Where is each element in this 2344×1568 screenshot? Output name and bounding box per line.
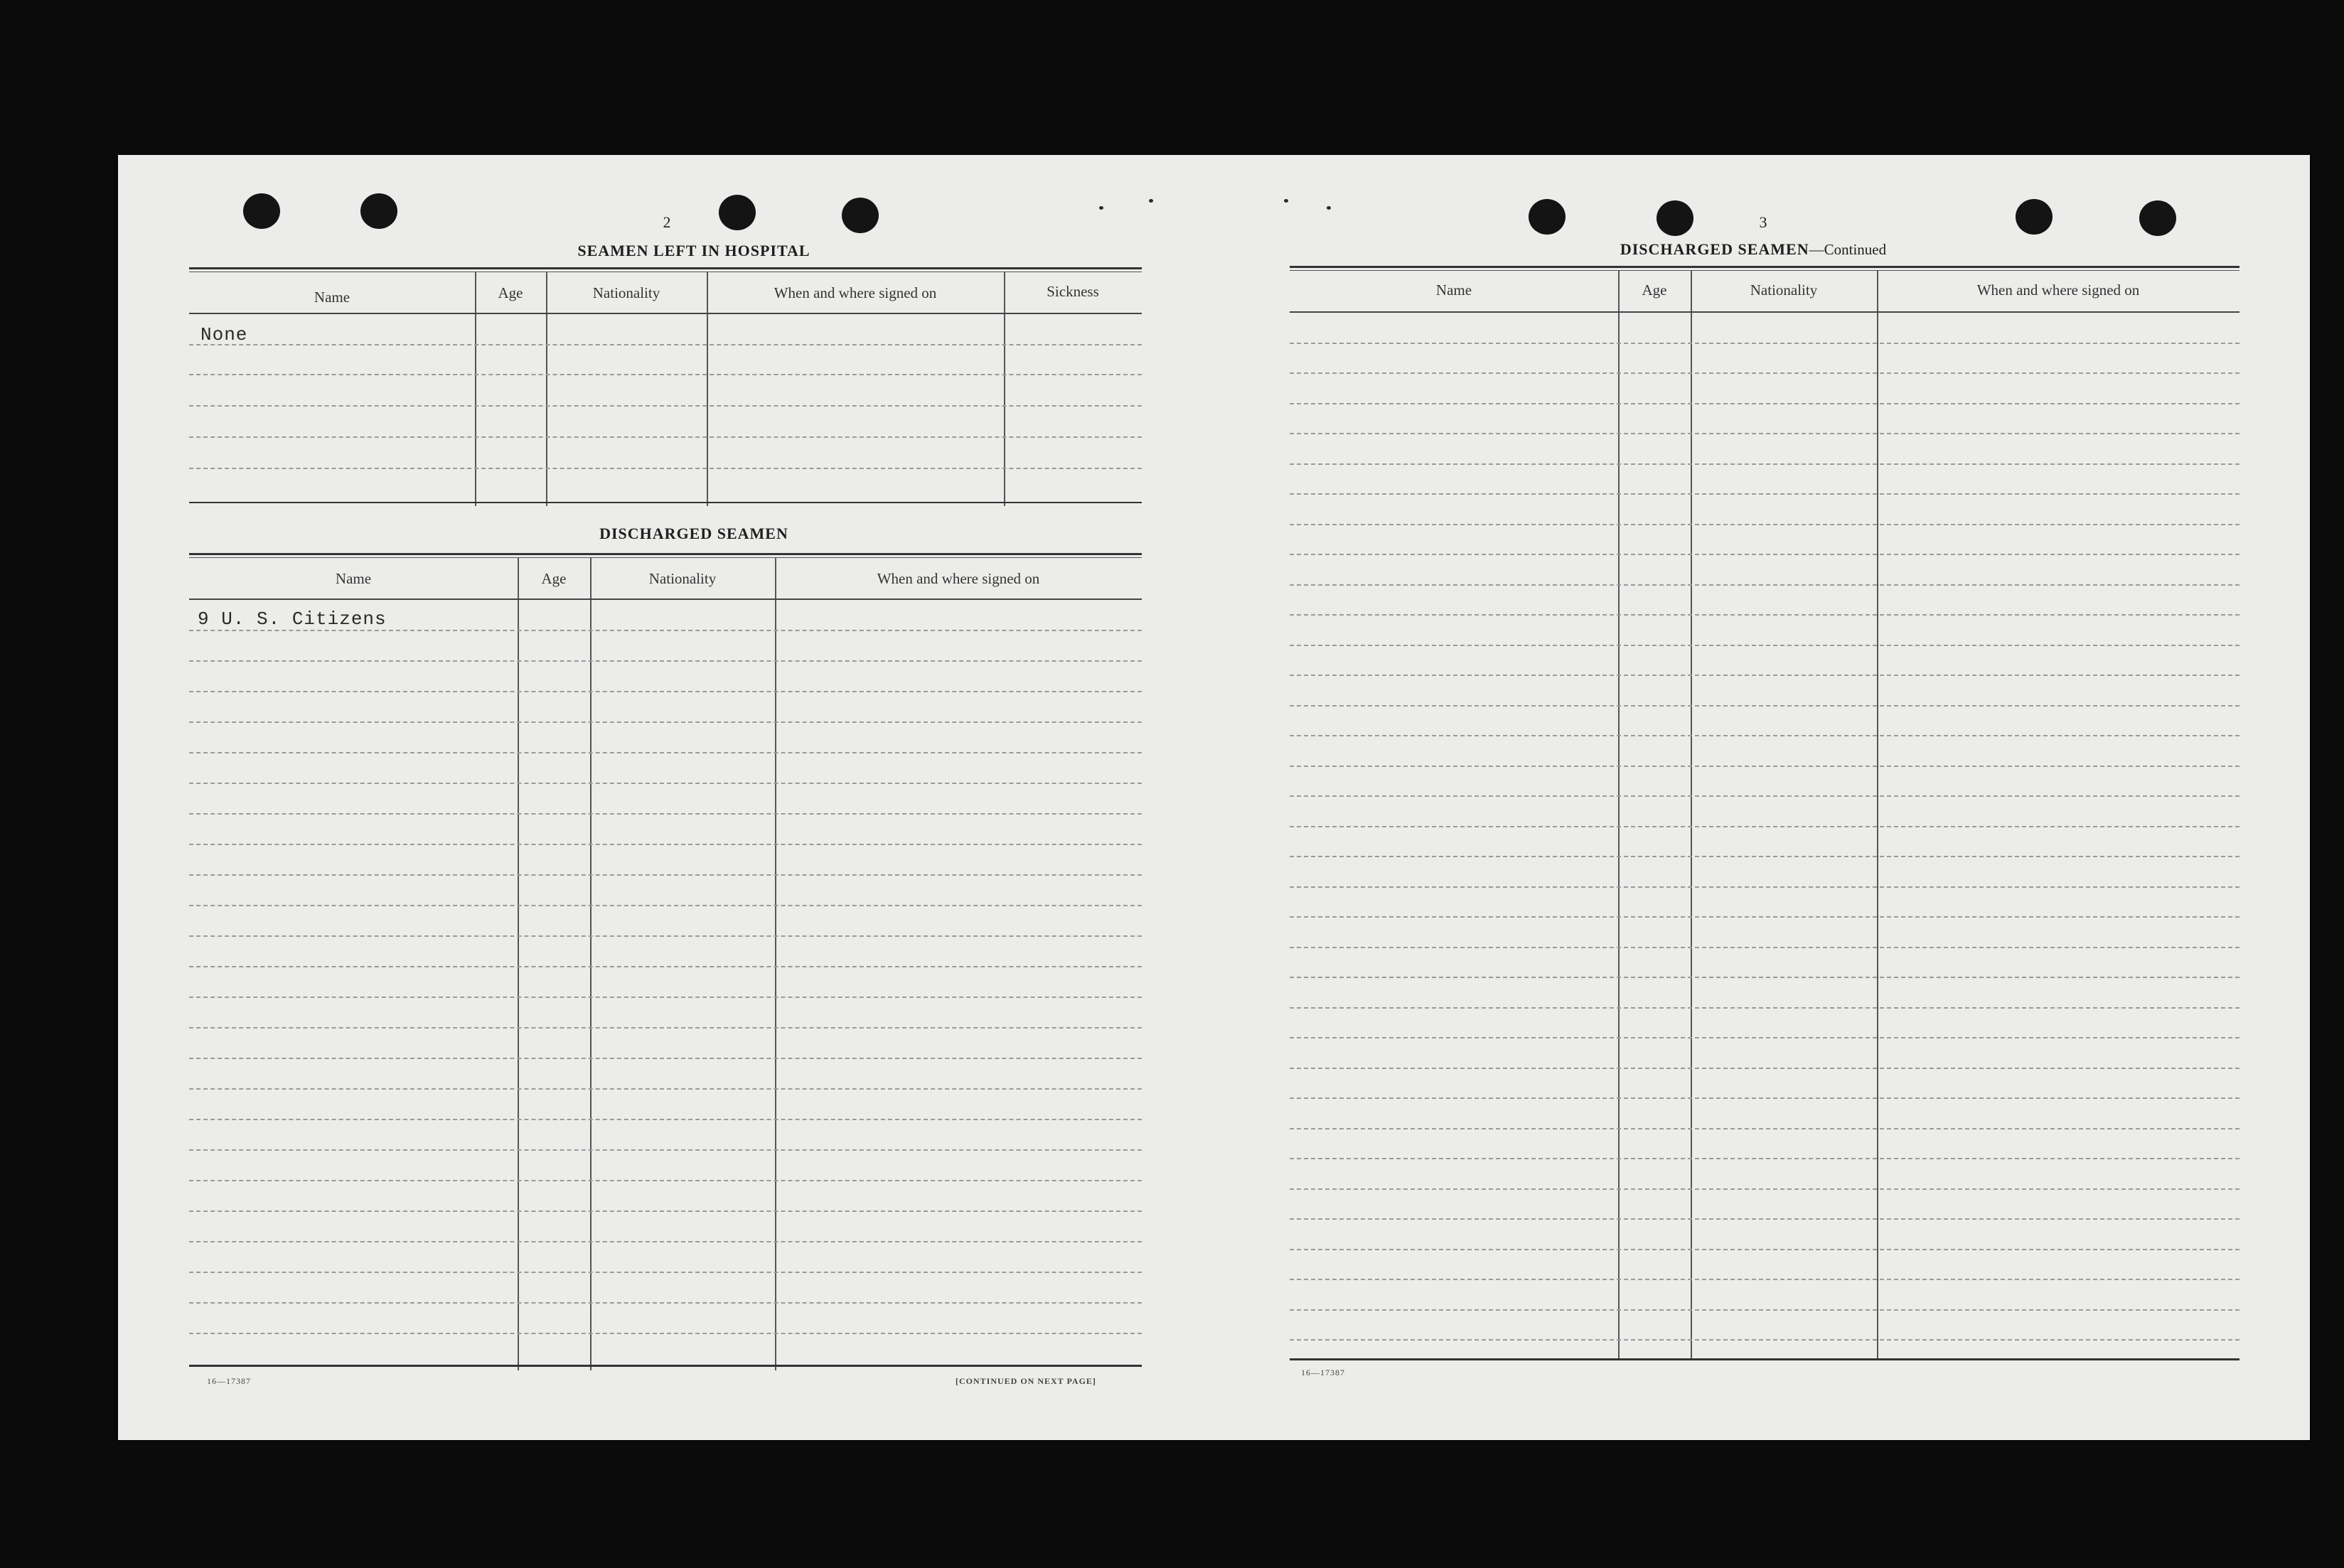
col-header-name: Name <box>314 289 350 306</box>
punch-hole <box>1529 199 1566 235</box>
col-header-age: Age <box>541 570 567 587</box>
col-header-nationality: Nationality <box>1750 281 1818 299</box>
col-header-age: Age <box>498 284 523 301</box>
discharged-table-right <box>1290 266 2239 1360</box>
col-header-name: Name <box>335 570 372 587</box>
page-number-left: 2 <box>663 213 671 231</box>
punch-hole <box>360 193 397 229</box>
discharged-section-title: DISCHARGED SEAMEN <box>599 525 788 542</box>
punch-hole <box>719 195 756 230</box>
col-header-sickness: Sickness <box>1047 283 1099 300</box>
col-header-when-where: When and where signed on <box>877 570 1040 587</box>
speck-mark <box>1327 206 1331 210</box>
col-header-nationality: Nationality <box>592 284 660 301</box>
col-header-when-where: When and where signed on <box>774 284 937 301</box>
discharged-entry: 9 U. S. Citizens <box>198 608 387 630</box>
continued-note: [CONTINUED ON NEXT PAGE] <box>956 1376 1096 1386</box>
speck-mark <box>1149 199 1153 203</box>
discharged-continued-title <box>1568 240 1938 259</box>
form-number-left: 16—17387 <box>207 1376 251 1386</box>
punch-hole <box>243 193 280 229</box>
hospital-table <box>189 267 1142 506</box>
punch-hole <box>1657 200 1693 236</box>
speck-mark <box>1099 206 1103 210</box>
form-number-right: 16—17387 <box>1301 1368 1345 1378</box>
punch-hole <box>2139 200 2176 236</box>
punch-hole <box>2016 199 2053 235</box>
discharged-table-left <box>189 553 1142 1370</box>
punch-hole <box>842 198 879 233</box>
col-header-nationality: Nationality <box>648 570 717 587</box>
hospital-entry: None <box>200 324 248 345</box>
col-header-age: Age <box>1642 281 1667 299</box>
document-sheet <box>118 155 2310 1440</box>
col-header-when-where: When and where signed on <box>1976 281 2140 299</box>
discharged-title-text: DISCHARGED SEAMEN <box>1620 240 1809 258</box>
page-number-right: 3 <box>1759 213 1767 231</box>
continued-suffix: —Continued <box>1809 241 1887 258</box>
speck-mark <box>1284 199 1288 203</box>
col-header-name: Name <box>1435 281 1472 299</box>
hospital-section-title: SEAMEN LEFT IN HOSPITAL <box>577 242 810 259</box>
